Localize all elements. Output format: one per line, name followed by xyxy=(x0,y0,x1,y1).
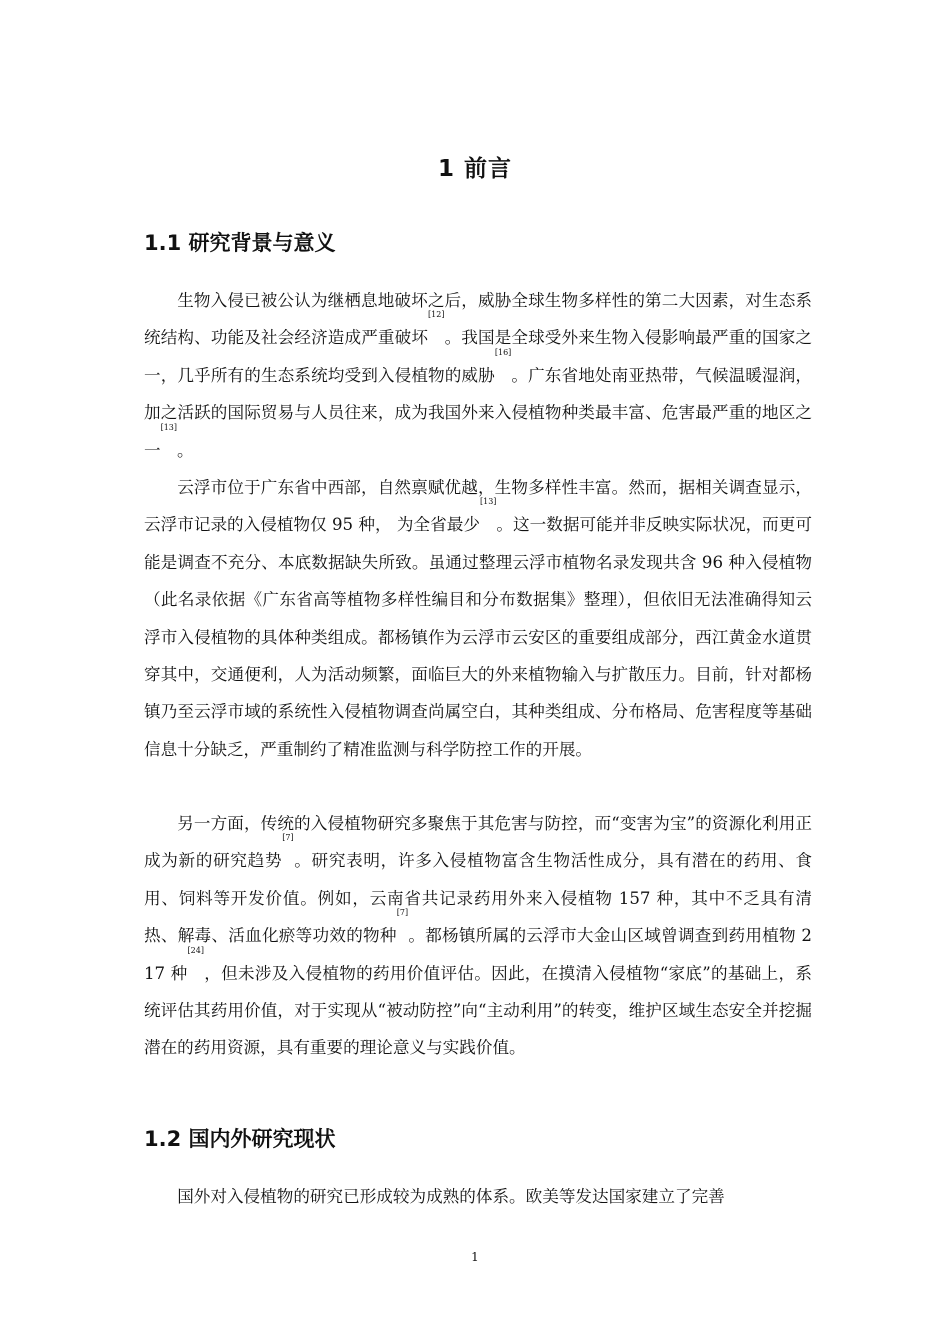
paragraph-text: 。广东省地处南亚热带，气候温暖湿润，加之活跃的国际贸易与人员往来，成为我国外来入侵植物种类最丰富、危害最严重的地区之一 xyxy=(144,365,813,460)
paragraph-text: 。这一数据可能并非反映实际状况，而更可能是调查不充分、本底数据缺失所致。虽通过整理云浮市植物名录发现共含 96 种入侵植物（此名录依据《广东省高等植物多样性编目和分布数据集》整理），但依旧无法准确得知云浮市入侵植物的具体种类组成。都杨镇作为云浮市云安区的重要组成部分，西江黄金水道贯穿其中，交通便利，人为活动频繁，面临巨大的外来植物输入与扩散压力。目前，针对都杨镇乃至云浮市域的系统性入侵植物调查尚属空白，其种类组成、分布格局、危害程度等基础信息十分缺乏，严重制约了精准监测与科学防控工作的开展。 xyxy=(144,515,812,759)
citation-ref: [13] xyxy=(479,497,497,507)
paragraph xyxy=(144,469,812,768)
section-title-1-2: 1.2 国内外研究现状 xyxy=(144,1127,336,1151)
paragraph-text: 另一方面，传统的入侵植物研究多聚焦于其危害与防控，而“变害为宝”的资源化利用正成为新的研究趋势 xyxy=(144,814,812,871)
citation-ref: [7] xyxy=(396,908,409,918)
paragraph xyxy=(144,1178,812,1215)
paragraph-text: 。研究表明，许多入侵植物富含生物活性成分，具有潜在的药用、食用、饲料等开发价值。例如，云南省共记录药用外来入侵植物 157 种，其中不乏具有清热、解毒、活血化瘀等功效的物种 xyxy=(144,851,813,946)
paragraph-text: 。 xyxy=(177,440,194,460)
section-title-1-1: 1.1 研究背景与意义 xyxy=(144,231,336,255)
paragraph-text: 。都杨镇所属的云浮市大金山区域曾调查到药用植物 217 种 xyxy=(144,926,812,983)
page-number: 1 xyxy=(471,1250,479,1264)
citation-ref: [13] xyxy=(160,422,178,432)
paragraph-text: 国外对入侵植物的研究已形成较为成熟的体系。欧美等发达国家建立了完善 xyxy=(177,1187,725,1206)
citation-ref: [16] xyxy=(494,347,512,357)
paragraph-text: 生物入侵已被公认为继栖息地破坏之后，威胁全球生物多样性的第二大因素，对生态系统结构、功能及社会经济造成严重破坏 xyxy=(144,291,812,348)
paragraph xyxy=(144,805,812,1067)
paragraph-text: ，但未涉及入侵植物的药用价值评估。因此，在摸清入侵植物“家底”的基础上，系统评估其药用价值，对于实现从“被动防控”向“主动利用”的转变，维护区域生态安全并挖掘潜在的药用资源，具有重要的理论意义与实践价值。 xyxy=(144,963,813,1058)
paragraph xyxy=(144,282,812,469)
chapter-title: 1 前言 xyxy=(437,156,512,182)
paragraph-text: 。我国是全球受外来生物入侵影响最严重的国家之一，几乎所有的生态系统均受到入侵植物的威胁 xyxy=(144,328,813,385)
citation-ref: [24] xyxy=(187,945,204,955)
citation-ref: [12] xyxy=(428,310,445,320)
paragraph-text: 云浮市位于广东省中西部，自然禀赋优越，生物多样性丰富。然而，据相关调查显示，云浮市记录的入侵植物仅 95 种， 为全省最少 xyxy=(144,478,812,535)
citation-ref: [7] xyxy=(282,833,294,843)
